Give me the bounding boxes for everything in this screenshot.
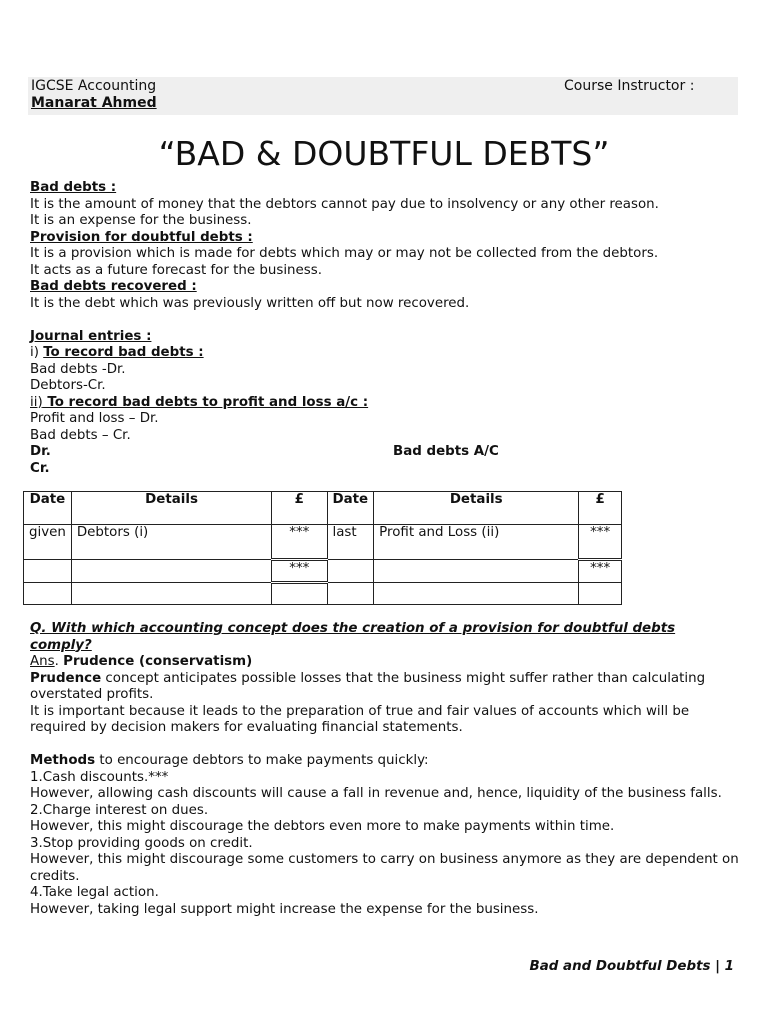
table-cell: given	[24, 525, 72, 560]
account-title-row	[30, 444, 740, 461]
question-text: Q. With which accounting concept does the creation of a provision for doubtful debts comply?	[30, 621, 676, 653]
account-title: Bad debts A/C	[393, 444, 499, 459]
question-section	[30, 621, 740, 918]
total-right: ***	[579, 560, 622, 583]
table-cell	[71, 560, 271, 583]
list-item: 4.Take legal action.	[30, 885, 159, 900]
journal-entry-2-dr: Profit and loss – Dr.	[30, 411, 159, 426]
dr-label: Dr.	[30, 444, 51, 459]
subject-label: IGCSE Accounting	[31, 78, 157, 94]
col-header: £	[272, 492, 327, 525]
col-header: Date	[24, 492, 72, 525]
answer-line: Ans. Prudence (conservatism)	[30, 654, 253, 669]
prudence-paragraph: Prudence concept anticipates possible losses that the business might suffer rather than calculating overstated profits.	[30, 670, 706, 702]
list-item: 3.Stop providing goods on credit.	[30, 835, 253, 851]
author-name: Manarat Ahmed	[31, 95, 157, 111]
journal-entry-1-title: i) To record bad debts :	[30, 345, 204, 360]
journal-heading: Journal entries :	[30, 328, 152, 344]
col-header: £	[579, 492, 622, 525]
table-cell: Debtors (i)	[71, 525, 271, 560]
col-header: Details	[71, 492, 271, 525]
table-cell: last	[327, 525, 374, 560]
page-title: “BAD & DOUBTFUL DEBTS”	[158, 134, 610, 173]
header-left	[31, 78, 157, 112]
importance-paragraph: It is important because it leads to the preparation of true and fair values of accounts which will be required by decision makers for evaluating financial statements.	[30, 703, 690, 735]
journal-entry-2-title: ii) To record bad debts to profit and loss a/c :	[30, 394, 369, 410]
table-cell	[327, 583, 374, 605]
provision-heading: Provision for doubtful debts :	[30, 229, 253, 245]
table-cell	[272, 583, 327, 605]
page-footer	[530, 959, 734, 974]
methods-intro: Methods to encourage debtors to make payments quickly:	[30, 753, 429, 768]
footer-separator: |	[710, 959, 725, 974]
bad-debts-account-table	[23, 491, 622, 605]
cr-label: Cr.	[30, 460, 50, 476]
footer-text: Bad and Doubtful Debts	[529, 959, 711, 974]
bad-debts-line1: It is the amount of money that the debtors cannot pay due to insolvency or any other reason.	[30, 196, 659, 212]
table-cell: ***	[272, 525, 327, 560]
journal-entry-1-cr: Debtors-Cr.	[30, 378, 106, 393]
list-item: 2.Charge interest on dues.	[30, 802, 209, 818]
table-cell	[374, 583, 579, 605]
recovered-heading: Bad debts recovered :	[30, 279, 197, 294]
table-cell	[24, 560, 72, 583]
total-left: ***	[272, 560, 327, 583]
table-row-total	[24, 560, 622, 583]
recovered-line1: It is the debt which was previously written off but now recovered.	[30, 295, 470, 311]
table-cell: ***	[579, 525, 622, 560]
col-header: Date	[327, 492, 374, 525]
bad-debts-line2: It is an expense for the business.	[30, 213, 252, 228]
list-item: However, taking legal support might increase the expense for the business.	[30, 901, 539, 917]
table-row	[24, 583, 622, 605]
list-item: However, allowing cash discounts will cause a fall in revenue and, hence, liquidity of the business falls.	[30, 786, 722, 801]
journal-entry-2-cr: Bad debts – Cr.	[30, 427, 131, 443]
table-cell	[24, 583, 72, 605]
page-number: 1	[724, 959, 734, 974]
table-cell	[579, 583, 622, 605]
list-item: However, this might discourage some customers to carry on business anymore as they are dependent on credits.	[30, 852, 739, 884]
instructor-label: Course Instructor :	[564, 78, 695, 94]
journal-entry-1-dr: Bad debts -Dr.	[30, 361, 126, 377]
table-cell	[327, 560, 374, 583]
table-row	[24, 525, 622, 560]
provision-line2: It acts as a future forecast for the business.	[30, 262, 322, 278]
definitions-section	[30, 180, 740, 477]
provision-line1: It is a provision which is made for debts which may or may not be collected from the debtors.	[30, 246, 659, 261]
list-item: However, this might discourage the debtors even more to make payments within time.	[30, 819, 615, 834]
bad-debts-heading: Bad debts :	[30, 180, 117, 195]
col-header: Details	[374, 492, 579, 525]
table-cell	[71, 583, 271, 605]
table-cell	[374, 560, 579, 583]
list-item: 1.Cash discounts.***	[30, 769, 169, 785]
table-cell: Profit and Loss (ii)	[374, 525, 579, 560]
table-header-row	[24, 492, 622, 525]
